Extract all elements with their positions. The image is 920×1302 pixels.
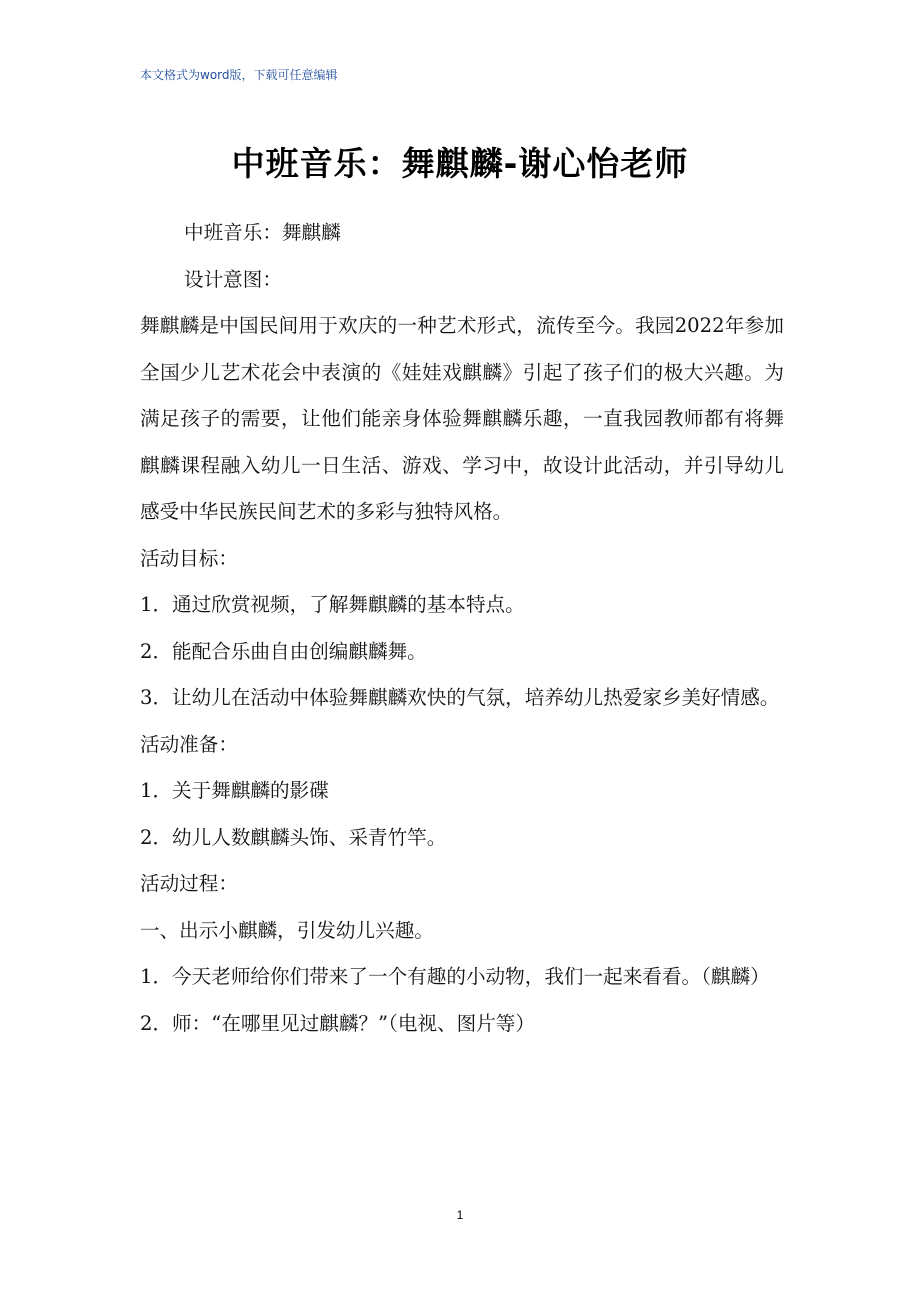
preparation-item-2: 2．幼儿人数麒麟头饰、采青竹竿。 — [140, 825, 447, 849]
section-heading-preparation: 活动准备： — [140, 732, 238, 756]
preparation-item-1: 1．关于舞麒麟的影碟 — [140, 779, 329, 802]
page-number: 1 — [456, 1208, 464, 1222]
subtitle-paragraph: 中班音乐：舞麒麟 — [184, 221, 341, 244]
process-item-2: 2．师：“在哪里见过麒麟？”（电视、图片等） — [140, 1011, 535, 1035]
header-note: 本文格式为word版，下载可任意编辑 — [140, 68, 338, 82]
process-step-heading: 一、出示小麒麟，引发幼儿兴趣。 — [140, 918, 434, 942]
document-title: 中班音乐：舞麒麟-谢心怡老师 — [231, 144, 689, 183]
section-heading-objectives: 活动目标： — [140, 546, 238, 570]
design-intent-paragraph: 舞麒麟是中国民间用于欢庆的一种艺术形式，流传至今。我园2022年参加全国少儿艺术花会中表演的《娃娃戏麒麟》引起了孩子们的极大兴趣。为满足孩子的需要，让他们能亲身体验舞麒麟乐趣，一直我园教师都有将舞麒麟课程融入幼儿一日生活、游戏、学习中，故设计此活动，并引导幼儿感受中华民族民间艺术的多彩与独特风格。 — [140, 314, 784, 523]
objective-item-2: 2．能配合乐曲自由创编麒麟舞。 — [140, 639, 427, 663]
section-heading-process: 活动过程： — [140, 872, 238, 895]
objective-item-3: 3．让幼儿在活动中体验舞麒麟欢快的气氛，培养幼儿热爱家乡美好情感。 — [140, 686, 780, 709]
objective-item-1: 1．通过欣赏视频，了解舞麒麟的基本特点。 — [140, 593, 525, 616]
section-heading-design-intent: 设计意图： — [184, 267, 282, 291]
process-item-1: 1．今天老师给你们带来了一个有趣的小动物，我们一起来看看。（麒麟） — [140, 965, 770, 988]
document-body — [140, 210, 784, 1047]
